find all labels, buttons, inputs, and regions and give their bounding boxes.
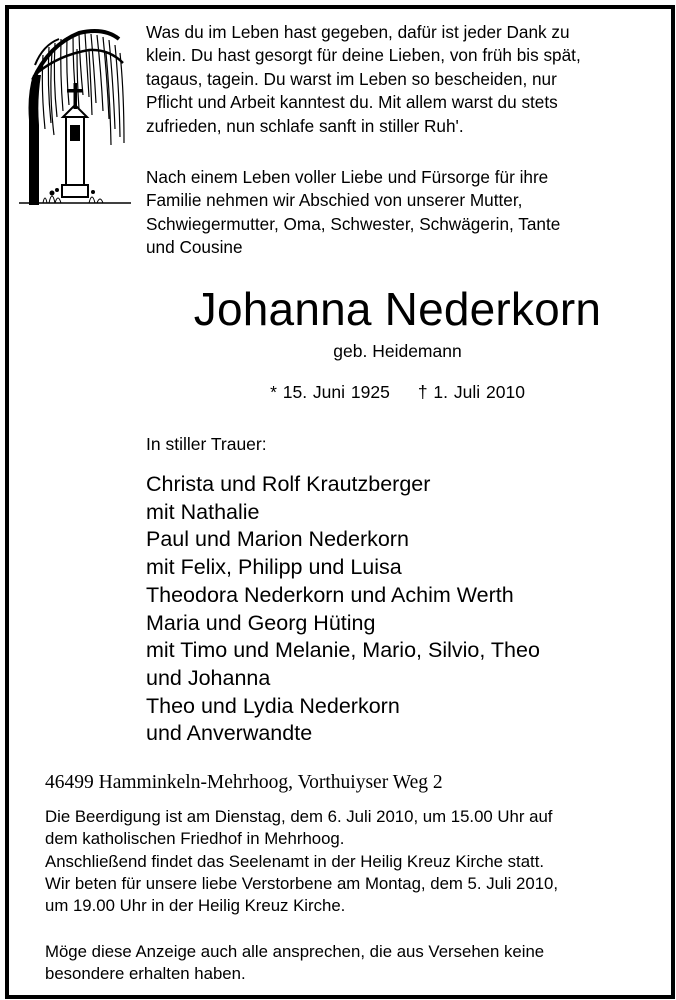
memorial-poem: Was du im Leben hast gegeben, dafür ist jeder Dank zu klein. Du hast gesorgt für deine Lieben, von früh bis spät, tagaus, tagein. Du warst im Leben so bescheiden, nur Pflicht und Arbeit kanntest du. Mit allem warst du stets zufrieden, nun schlafe sanft in stiller Ruh'. [146, 22, 581, 136]
funeral-info: Die Beerdigung ist am Dienstag, dem 6. Juli 2010, um 15.00 Uhr auf dem katholischen Friedhof in Mehrhoog. Anschließend findet das Seelenamt in der Heilig Kreuz Kirche statt. Wir beten für unsere liebe Verstorbene am Montag, dem 5. Juli 2010, um 19.00 Uhr in der Heilig Kreuz Kirche. [45, 807, 559, 916]
obituary-frame [5, 5, 675, 999]
mourning-heading: In stiller Trauer: [146, 434, 267, 454]
birth-name: geb. Heidemann [333, 341, 462, 361]
deceased-name: Johanna Nederkorn [193, 283, 602, 335]
willow-tree-wayside-cross-icon [19, 25, 131, 205]
intro-text: Nach einem Leben voller Liebe und Fürsorge für ihre Familie nehmen wir Abschied von unserer Mutter, Schwiegermutter, Oma, Schwester, Schwägerin, Tante und Cousine [146, 167, 561, 258]
family-list: Christa und Rolf Krautzberger mit Nathalie Paul und Marion Nederkorn mit Felix, Philipp und Luisa Theodora Nederkorn und Achim Werth Maria und Georg Hüting mit Timo und Melanie, Mario, Silvio, Theo und Johanna Theo und Lydia Nederkorn und Anverwandte [146, 472, 540, 746]
closing-note: Möge diese Anzeige auch alle ansprechen, die aus Versehen keine besondere erhalten haben. [45, 942, 545, 984]
address: 46499 Hamminkeln-Mehrhoog, Vorthuiyser Weg 2 [45, 772, 443, 793]
life-dates [9, 380, 671, 404]
death-date: † 1. Juli 2010 [417, 382, 525, 402]
birth-date: * 15. Juni 1925 [270, 382, 390, 402]
